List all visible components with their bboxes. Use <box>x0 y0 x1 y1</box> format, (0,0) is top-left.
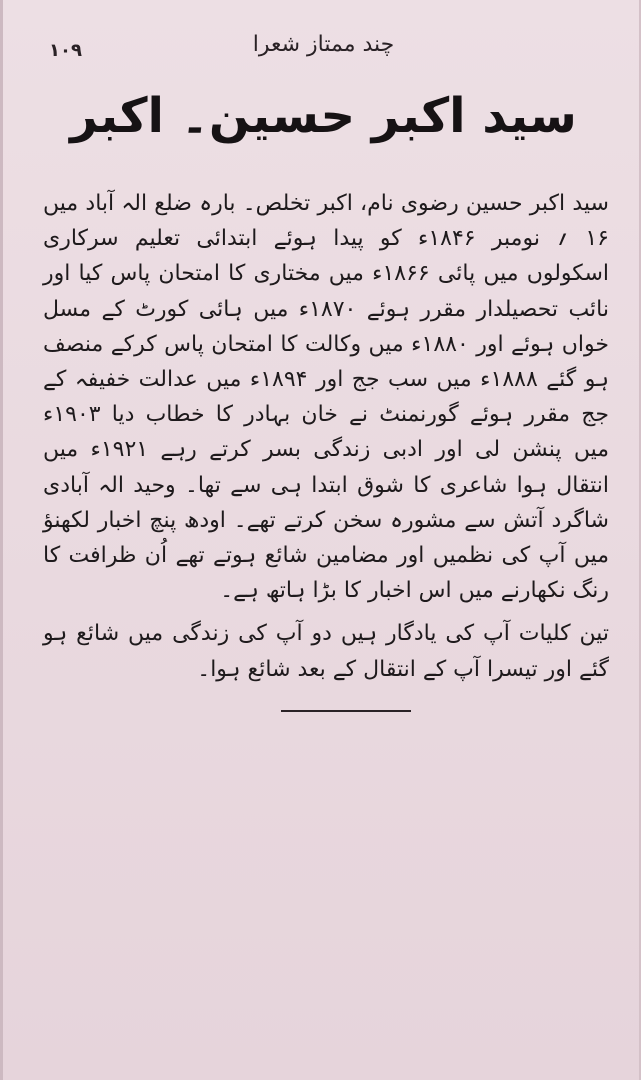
paragraph-biography: سید اکبر حسین رضوی نام، اکبر تخلص۔ بارہ ضلع الہ آباد میں ۱۶ ؍ نومبر ۱۸۴۶ء کو پیدا ہوئے ابتدائی تعلیم سرکاری اسکولوں میں پائی ۱۸۶۶ء میں مختاری کا امتحان پاس کیا اور نائب تحصیلدار مقرر ہوئے ۱۸۷۰ء میں ہائی کورٹ کے مسل خواں ہوئے اور ۱۸۸۰ء میں وکالت کا امتحان پاس کرکے منصف ہو گئے ۱۸۸۸ء میں سب جج اور ۱۸۹۴ء میں عدالت خفیفہ کے جج مقرر ہوئے گورنمنٹ نے خان بہادر کا خطاب دیا ۱۹۰۳ء میں پنشن لی اور ادبی زندگی بسر کرتے رہے ۱۹۲۱ء میں انتقال ہوا شاعری کا شوق ابتدا ہی سے تھا۔ وحید الہ آبادی شاگرد آتش سے مشورہ سخن کرتے تھے۔ اودھ پنچ اخبار لکھنؤ میں آپ کی نظمیں اور مضامین شائع ہوتے تھے اُن ظرافت کا رنگ نکھارنے میں اس اخبار کا بڑا ہاتھ ہے۔ <box>43 191 610 604</box>
end-rule-divider <box>281 710 411 712</box>
running-head: چند ممتاز شعرا <box>252 32 395 57</box>
article-body <box>43 186 609 687</box>
article-title: سید اکبر حسین۔ اکبر <box>70 88 577 144</box>
page-number: ۱۰۹ <box>49 40 82 61</box>
paragraph-works: تین کلیات آپ کی یادگار ہیں دو آپ کی زندگی میں شائع ہو گئے اور تیسرا آپ کے انتقال کے بعد شائع ہوا۔ <box>43 621 609 682</box>
